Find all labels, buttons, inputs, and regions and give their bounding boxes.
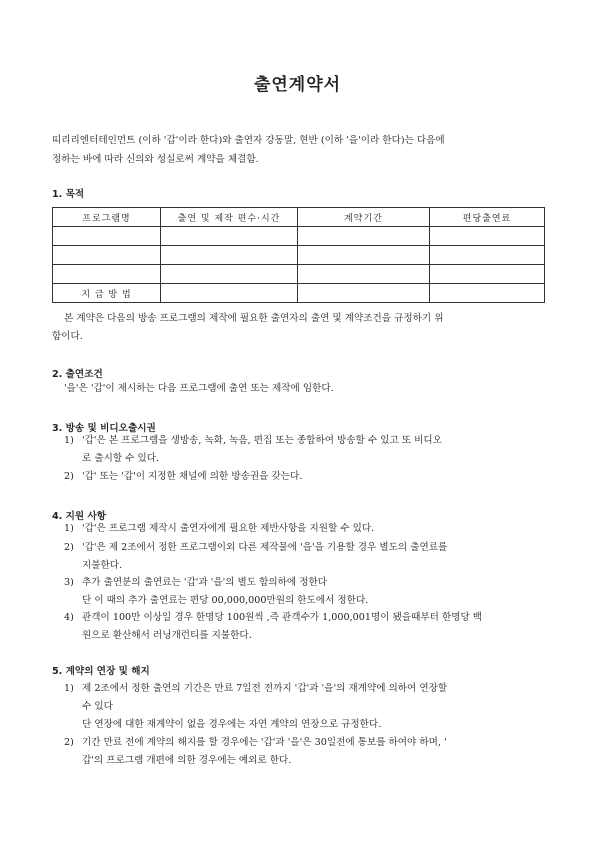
table-row [53,265,545,284]
item-text: '갑'은 제 2조에서 정한 프로그램이외 다른 제작물에 '을'을 기용할 경우 별도의 출연료를 [82,542,448,553]
table-header-cell: 편당출연료 [430,208,545,227]
list-item [64,432,548,468]
table-cell [53,246,161,265]
payment-method-label: 지 급 방 법 [53,284,161,303]
item-text: 관객이 100만 이상일 경우 한명당 100원씩 ,즉 관객수가 1,000,001명이 됐을때부터 한명당 백 [82,612,483,623]
table-cell [161,227,298,246]
table-cell [298,246,430,265]
table-cell [430,246,545,265]
item-number: 2) [64,542,74,553]
document-title: 출연계약서 [253,75,342,95]
list-item [64,539,548,575]
item-text: 기간 만료 전에 계약의 해지를 할 경우에는 '갑'과 '을'은 30일전에 통보를 하여야 하며, ' [82,737,447,748]
table-row [53,227,545,246]
intro-paragraph [52,131,544,169]
item-text: 제 2조에서 정한 출연의 기간은 만료 7일전 전까지 '갑'과 '을'의 재계약에 의하여 연장할 [82,683,448,694]
item-number: 3) [64,577,74,588]
payment-method-cell [161,284,298,303]
table-cell [430,265,545,284]
payment-method-cell [430,284,545,303]
list-item [64,680,548,734]
section-heading-extension: 5. 계약의 연장 및 해지 [52,666,150,677]
item-number: 1) [64,523,74,534]
item-number: 1) [64,683,74,694]
section-heading-conditions: 2. 출연조건 [52,369,103,380]
item-text: '갑'은 프로그램 제작시 출연자에게 필요한 제반사항을 지원할 수 있다. [82,523,375,534]
item-number: 1) [64,435,74,446]
item-text: 수 있다 [82,701,113,712]
table-header-cell: 출연 및 제작 편수·시간 [161,208,298,227]
item-text: 갑'의 프로그램 개편에 의한 경우에는 예외로 한다. [82,755,292,766]
intro-line: 정하는 바에 따라 신의와 성실로써 계약을 체결함. [52,154,259,165]
section-heading-broadcast: 3. 방송 및 비디오출시권 [52,423,156,434]
item-text: 로 출시할 수 있다. [82,453,160,464]
item-text: 추가 출연분의 출연료는 '갑'과 '을'의 별도 합의하에 정한다 [82,577,328,588]
item-number: 4) [64,612,74,623]
intro-line: 띠리리엔터테인먼트 (이하 '갑'이라 한다)와 출연자 강동말, 현반 (이하 '을'이라 한다)는 다음에 [52,135,445,146]
payment-method-cell [298,284,430,303]
table-cell [53,265,161,284]
program-table [52,207,545,303]
purpose-line: 함이다. [52,331,83,342]
item-text: 단 연장에 대한 재계약이 없을 경우에는 자연 계약의 연장으로 규정한다. [82,719,382,730]
payment-method-row [53,284,545,303]
table-cell [161,246,298,265]
table-cell [298,265,430,284]
purpose-line: 본 계약은 다음의 방송 프로그램의 제작에 필요한 출연자의 출연 및 계약조건을 규정하기 위 [64,313,444,324]
table-cell [161,265,298,284]
table-header-cell: 계약기간 [298,208,430,227]
list-item [64,520,548,538]
table-cell [298,227,430,246]
item-number: 2) [64,737,74,748]
item-number: 2) [64,471,74,482]
table-header-cell: 프로그램명 [53,208,161,227]
item-text: '갑'은 본 프로그램을 생방송, 녹화, 녹음, 편집 또는 종합하여 방송할 수 있고 또 비디오 [82,435,442,446]
table-row [53,246,545,265]
section-heading-support: 4. 지원 사항 [52,511,107,522]
table-cell [53,227,161,246]
item-text: '갑' 또는 '갑'이 지정한 채널에 의한 방송권을 갖는다. [82,471,303,482]
purpose-paragraph [52,310,544,346]
item-text: 지불한다. [82,560,123,571]
item-text: 단 이 때의 추가 출연료는 편당 00,000,000만원의 한도에서 정한다. [82,595,369,606]
item-text: 원으로 환산해서 러닝개런티를 지불한다. [82,630,252,641]
table-header-row [53,208,545,227]
table-cell [430,227,545,246]
list-item [64,574,548,610]
section-heading-purpose: 1. 목적 [52,189,85,200]
list-item [64,468,548,486]
list-item [64,734,548,770]
conditions-paragraph: '을'은 '갑'이 제시하는 다음 프로그램에 출연 또는 제작에 임한다. [64,383,334,394]
list-item [64,609,548,645]
